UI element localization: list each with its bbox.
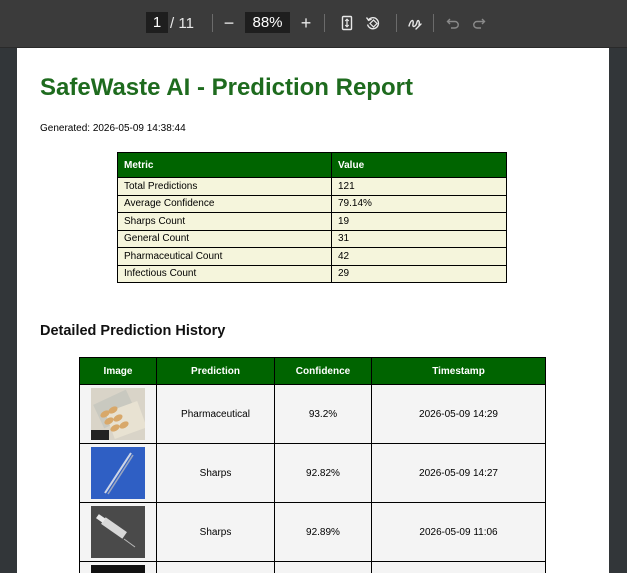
metric-value: 121 [332, 178, 507, 196]
prediction-cell: Sharps [157, 444, 275, 503]
draw-icon [407, 15, 423, 31]
history-row [80, 444, 546, 503]
generated-timestamp: Generated: 2026-05-09 14:38:44 [40, 123, 186, 134]
image-cell [80, 385, 157, 444]
confidence-cell: 92.82% [275, 444, 372, 503]
zoom-in-button[interactable]: + [300, 12, 312, 33]
timestamp-cell [372, 562, 546, 573]
metric-header: Metric [118, 153, 332, 178]
undo-button[interactable] [442, 12, 464, 34]
prediction-header: Prediction [157, 358, 275, 385]
summary-row [118, 213, 507, 231]
history-row-partial [80, 562, 546, 573]
metric-value: 31 [332, 230, 507, 248]
metric-value: 19 [332, 213, 507, 231]
prediction-cell [157, 562, 275, 573]
timestamp-header: Timestamp [372, 358, 546, 385]
redo-button[interactable] [468, 12, 490, 34]
toolbar-divider [324, 14, 325, 32]
confidence-cell: 92.89% [275, 503, 372, 562]
timestamp-cell: 2026-05-09 14:29 [372, 385, 546, 444]
summary-row [118, 248, 507, 266]
summary-table [117, 152, 507, 283]
image-cell [80, 444, 157, 503]
toolbar-divider [212, 14, 213, 32]
confidence-cell: 93.2% [275, 385, 372, 444]
image-header: Image [80, 358, 157, 385]
fit-page-icon [340, 15, 354, 31]
history-heading: Detailed Prediction History [40, 323, 226, 339]
syringe-thumbnail [91, 506, 145, 558]
zoom-level-input[interactable]: 88% [245, 12, 290, 33]
toolbar-divider [433, 14, 434, 32]
summary-header-row [118, 153, 507, 178]
history-row [80, 385, 546, 444]
image-cell [80, 562, 157, 573]
metric-value: 42 [332, 248, 507, 266]
report-title: SafeWaste AI - Prediction Report [40, 74, 413, 101]
metric-name: Infectious Count [118, 265, 332, 283]
partial-thumbnail [91, 565, 145, 573]
metric-name: General Count [118, 230, 332, 248]
summary-row [118, 230, 507, 248]
metric-name: Sharps Count [118, 213, 332, 231]
page-number-input[interactable]: 1 [146, 12, 168, 33]
prediction-cell: Sharps [157, 503, 275, 562]
metric-name: Total Predictions [118, 178, 332, 196]
zoom-out-button[interactable]: − [223, 12, 235, 33]
history-table [79, 357, 546, 573]
confidence-cell [275, 562, 372, 573]
rotate-icon [365, 15, 381, 31]
confidence-header: Confidence [275, 358, 372, 385]
history-row [80, 503, 546, 562]
page-total-label: / 11 [170, 15, 194, 32]
toolbar-divider [396, 14, 397, 32]
value-header: Value [332, 153, 507, 178]
draw-button[interactable] [404, 12, 426, 34]
redo-icon [472, 16, 486, 30]
pdf-page [17, 48, 609, 573]
tweezers-thumbnail [91, 447, 145, 499]
prediction-cell: Pharmaceutical [157, 385, 275, 444]
undo-icon [446, 16, 460, 30]
summary-row [118, 195, 507, 213]
metric-name: Pharmaceutical Count [118, 248, 332, 266]
fit-page-button[interactable] [336, 12, 358, 34]
metric-value: 29 [332, 265, 507, 283]
metric-value: 79.14% [332, 195, 507, 213]
pdf-toolbar [0, 0, 627, 48]
rotate-button[interactable] [362, 12, 384, 34]
history-header-row [80, 358, 546, 385]
pills-thumbnail [91, 388, 145, 440]
summary-row [118, 178, 507, 196]
image-cell [80, 503, 157, 562]
metric-name: Average Confidence [118, 195, 332, 213]
timestamp-cell: 2026-05-09 11:06 [372, 503, 546, 562]
summary-row [118, 265, 507, 283]
timestamp-cell: 2026-05-09 14:27 [372, 444, 546, 503]
